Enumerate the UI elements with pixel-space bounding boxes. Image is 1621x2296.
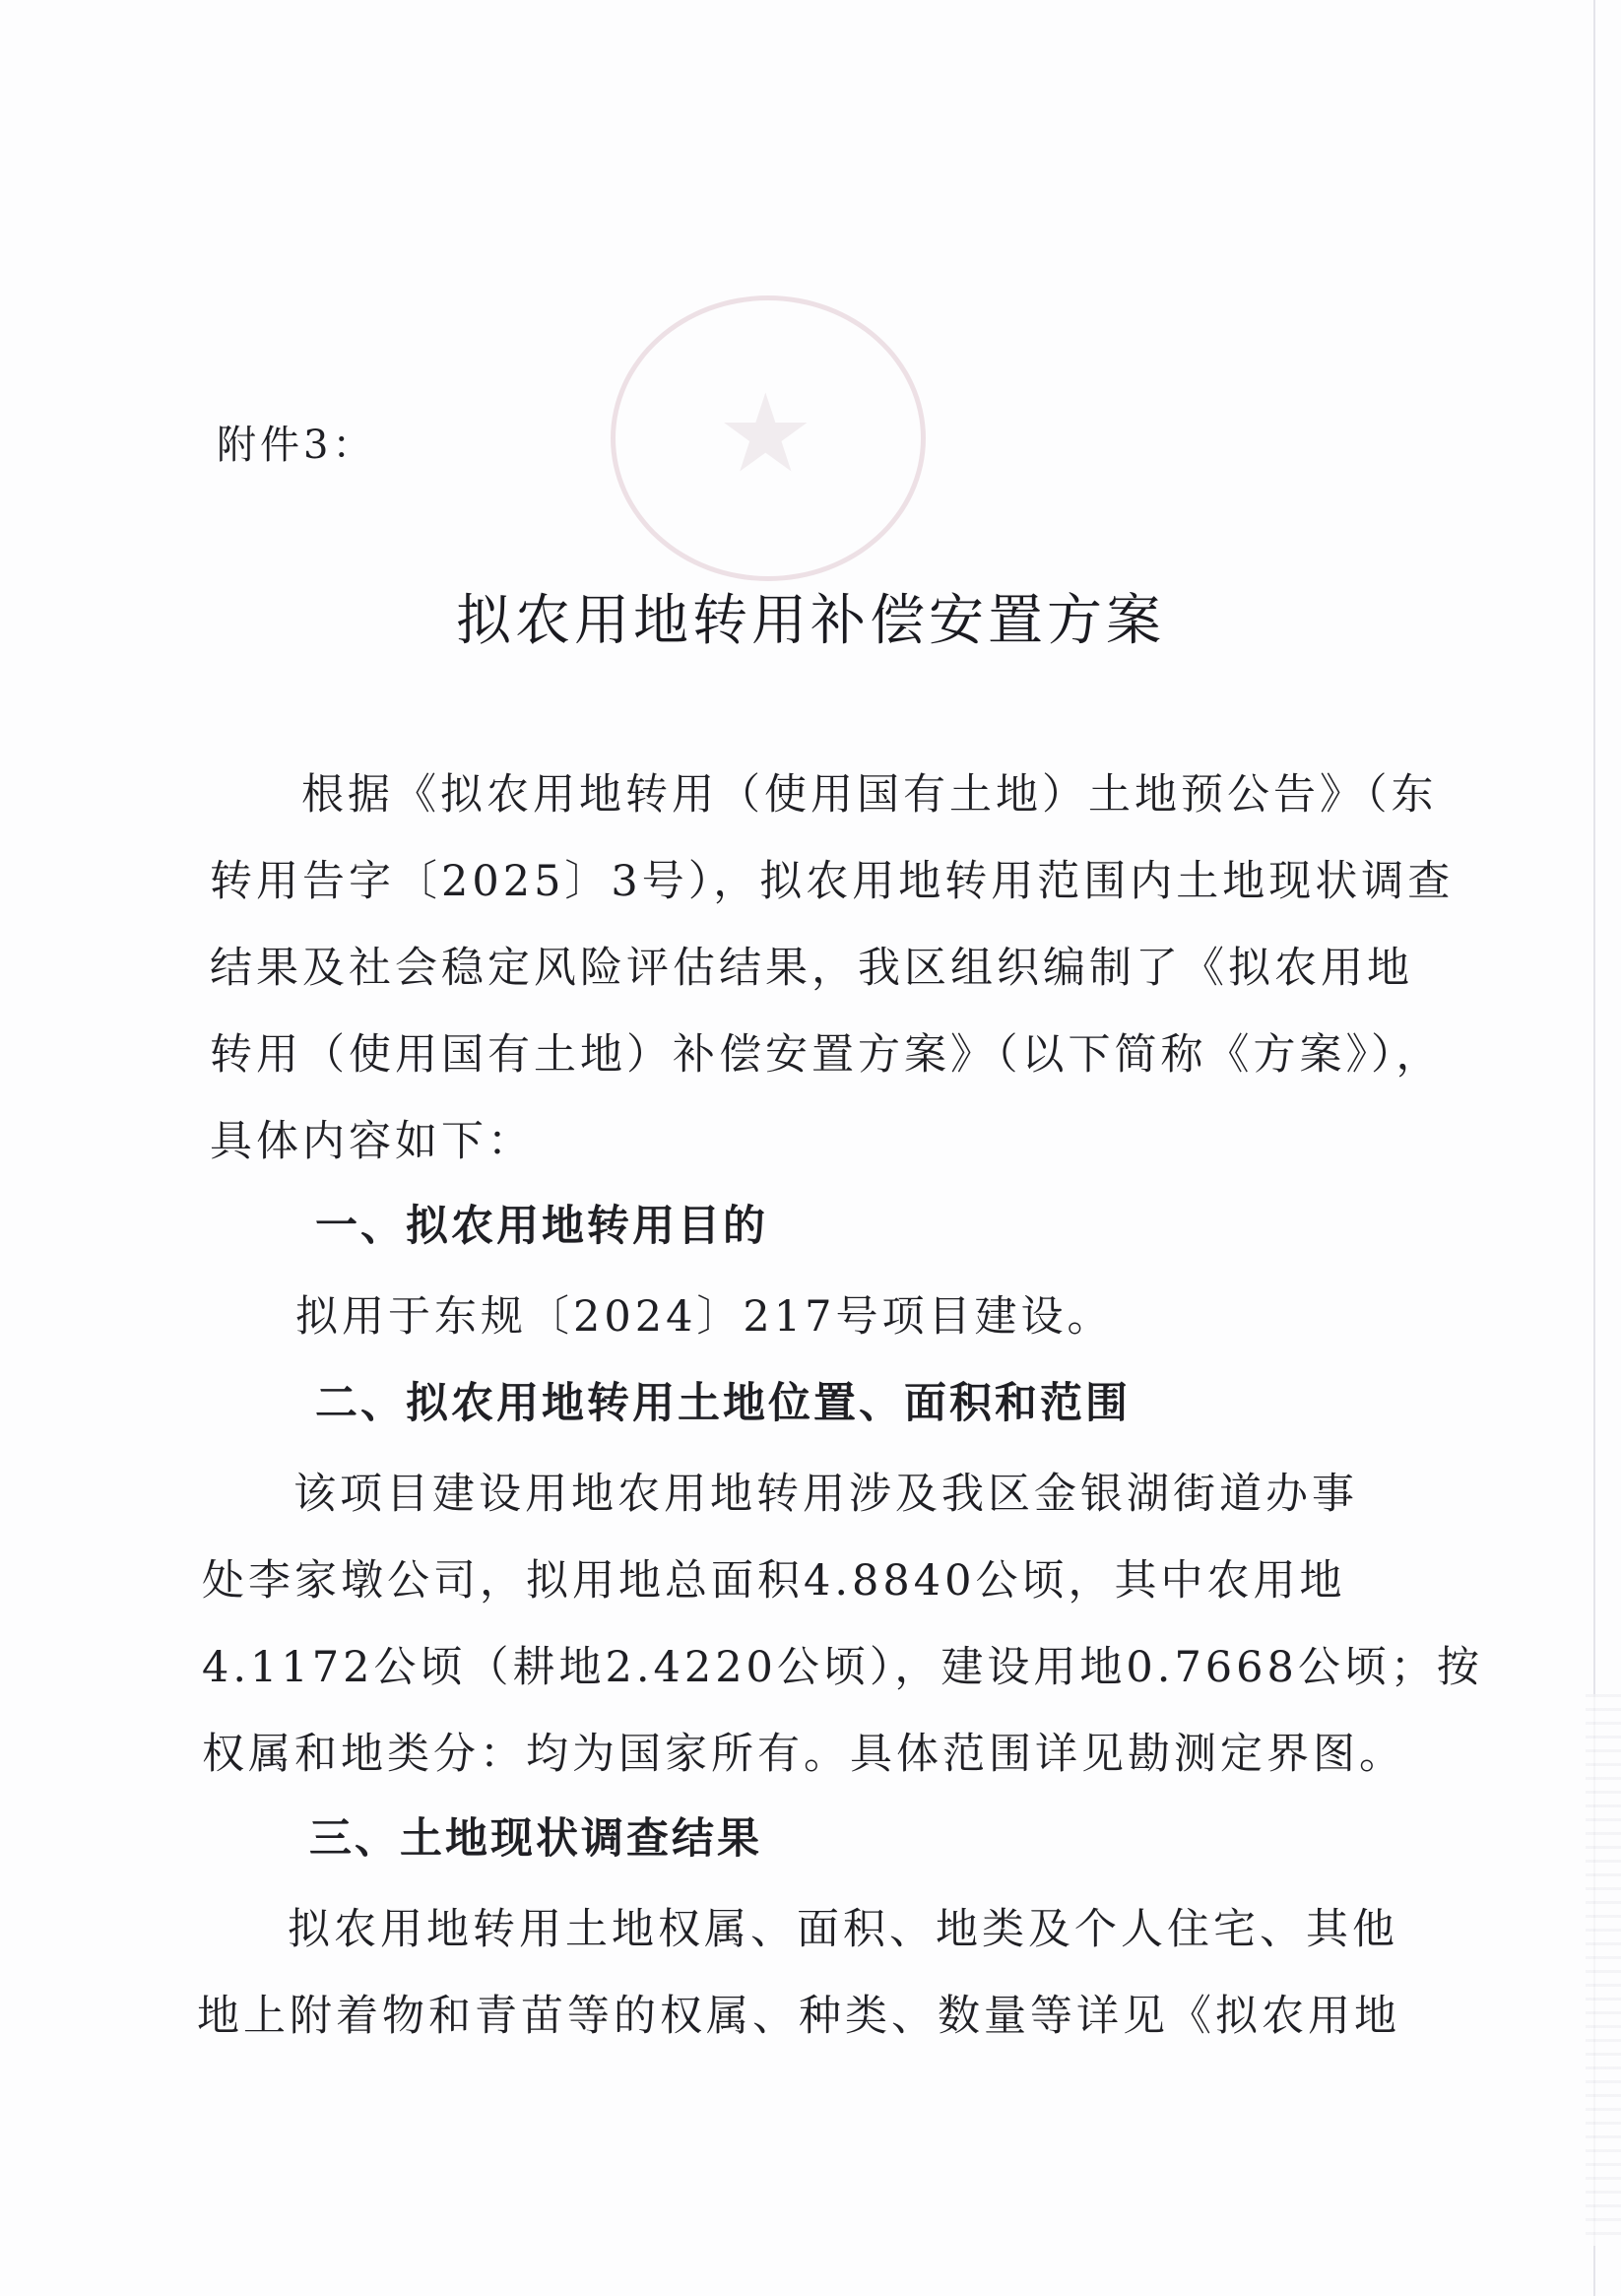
intro-line-2: 转用告字〔2025〕3号），拟农用地转用范围内土地现状调查 [210,857,1455,906]
section-heading-2: 二、拟农用地转用土地位置、面积和范围 [315,1379,1131,1428]
section-3-line-2: 地上附着物和青苗等的权属、种类、数量等详见《拟农用地 [197,1992,1400,2041]
section-2-line-1: 该项目建设用地农用地转用涉及我区金银湖街道办事 [293,1470,1358,1519]
section-2-line-3: 4.1172公顷（耕地2.4220公顷），建设用地0.7668公顷；按 [202,1643,1483,1692]
intro-line-1: 根据《拟农用地转用（使用国有土地）土地预公告》（东 [301,770,1438,820]
attachment-label: 附件3： [217,423,376,468]
section-3-line-1: 拟农用地转用土地权属、面积、地类及个人住宅、其他 [288,1905,1398,1954]
document-title: 拟农用地转用补偿安置方案 [456,589,1165,653]
seal-star-icon: ★ [717,370,814,496]
section-heading-1: 一、拟农用地转用目的 [315,1202,768,1251]
section-2-line-2: 处李家墩公司，拟用地总面积4.8840公顷，其中农用地 [202,1556,1346,1606]
intro-line-4: 转用（使用国有土地）补偿安置方案》（以下简称《方案》）， [210,1030,1443,1080]
section-heading-3: 三、土地现状调查结果 [309,1814,762,1864]
section-1-line-1: 拟用于东规〔2024〕217号项目建设。 [295,1292,1114,1342]
section-2-line-4: 权属和地类分：均为国家所有。具体范围详见勘测定界图。 [202,1730,1405,1779]
scan-artifact [1586,1694,1621,2246]
intro-line-3: 结果及社会稳定风险评估结果，我区组织编制了《拟农用地 [210,944,1413,993]
intro-line-5: 具体内容如下： [210,1117,534,1166]
